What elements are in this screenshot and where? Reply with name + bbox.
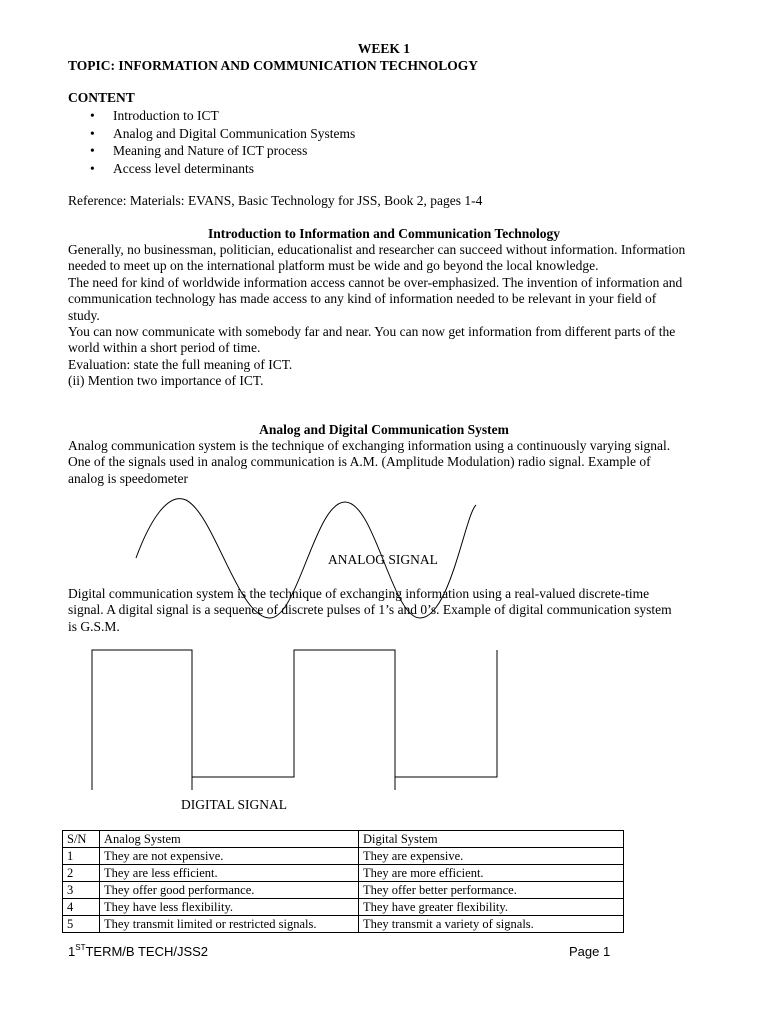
content-heading: CONTENT [68,90,135,105]
intro-heading: Introduction to Information and Communication Technology [208,226,560,241]
list-item: • Introduction to ICT [90,108,219,123]
analog-paragraph: Analog communication system is the technique of exchanging information using a continuously varying signal. One of the signals used in analog communication is A.M. (Amplitude Modulation) radio signal. Example of analog is speedometer [68,438,671,486]
topic-title: TOPIC: INFORMATION AND COMMUNICATION TECHNOLOGY [68,58,479,73]
table-row: 3 They offer good performance. They offer better performance. [63,882,624,899]
bullet-icon: • [90,143,95,159]
list-item: • Analog and Digital Communication Systems [90,125,356,141]
comparison-table [62,830,624,933]
intro-paragraph: Generally, no businessman, politician, educationalist and researcher can succeed without information. Information needed to meet up on the international platform must be wide and go beyond the local knowledge. The need for kind of worldwide information access cannot be over-emphasized. The invention of information and communication technology has made access to any kind of information needed to be relevant in your field of study. You can now communicate with somebody far and near. You can now get information from different parts of the world within a short period of time. Evaluation: state the full meaning of ICT. (ii) Mention two importance of ICT. [68,242,686,389]
table-header: Digital System [359,831,624,848]
bullet-icon: • [90,108,95,123]
table-row: 2 They are less efficient. They are more efficient. [63,865,624,882]
digital-signal-wave [92,650,497,790]
reference: Reference: Materials: EVANS, Basic Technology for JSS, Book 2, pages 1-4 [68,193,483,208]
week-title: WEEK 1 [357,41,411,56]
digital-paragraph: Digital communication system is the technique of exchanging information using a real-valued discrete-time signal. A digital signal is a sequence of discrete pulses of 1’s and 0’s. Example of digital communication system is G.S.M. [68,586,672,634]
analog-heading: Analog and Digital Communication System [259,422,509,437]
page-number: Page 1 [569,944,611,959]
list-item: • Meaning and Nature of ICT process [90,143,308,159]
analog-signal-label: ANALOG SIGNAL [328,552,438,567]
footer-term: 1STTERM/B TECH/JSS2 [68,943,209,959]
bullet-icon: • [90,160,95,176]
table-header-row [63,831,624,848]
table-row: 5 They transmit limited or restricted signals. They transmit a variety of signals. [63,916,624,933]
bullet-icon: • [90,125,95,141]
table-header: Analog System [100,831,359,848]
table-header: S/N [63,831,100,848]
table-row: 1 They are not expensive. They are expensive. [63,848,624,865]
digital-signal-label: DIGITAL SIGNAL [181,797,288,812]
table-row: 4 They have less flexibility. They have greater flexibility. [63,899,624,916]
list-item: • Access level determinants [90,160,254,176]
